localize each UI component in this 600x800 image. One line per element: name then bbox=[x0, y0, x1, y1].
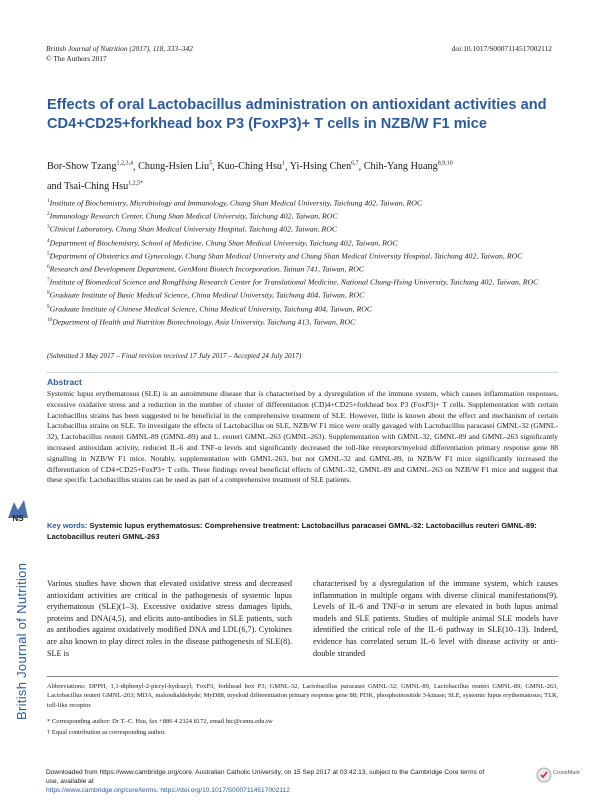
abstract-heading: Abstract bbox=[47, 377, 82, 387]
author: Chih-Yang Huang$^{8,9,10}$ bbox=[363, 161, 453, 173]
affiliation: $^9$Graduate Institute of Chinese Medical Science, China Medical University, Taichung 404, Taiwan, ROC bbox=[47, 303, 373, 314]
affiliation: $^7$Institute of Biomedical Science and RongHsing Research Center for Translational Medicine, National Chung-Hsing University, Taichung 402, Taiwan, ROC bbox=[47, 277, 539, 287]
crossmark-label: CrossMark bbox=[553, 770, 581, 776]
keywords bbox=[47, 520, 558, 542]
author: Bor-Show Tzang$^{1,2,3,4}$ bbox=[47, 161, 133, 173]
article-title: Effects of oral Lactobacillus administration on antioxidant activities and CD4+CD25+forkhead box P3 (FoxP3)+ T cells in NZB/W F1 mice bbox=[47, 97, 547, 132]
download-notice bbox=[46, 768, 496, 796]
doi: doi:10.1017/S0007114517002112 bbox=[451, 44, 552, 53]
footnote-divider bbox=[47, 676, 558, 677]
corresponding-author: * Corresponding author: Dr T.-C. Hsu, fax +886 4 2324 8172, email htc@csmu.edu.tw bbox=[47, 718, 273, 725]
body-column-right: characterised by a dysregulation of the immune system, which causes inflammation in multiple organs with diverse clinical manifestations(9). Levels of IL-6 and TNF-α in serum are elevated in both lupus animal models and SLE patients. Studies of multiple animal SLE models have identified the critical role of the IL-6 pathway in SLE(10–13). Indeed, evidence has correlated serum IL-6 level with disease activity or anti-double stranded bbox=[313, 579, 558, 658]
keywords-text: Systemic lupus erythematosus: Comprehensive treatment: Lactobacillus paracasei GMNL-32: Lactobacillus reuteri GMNL-89: Lactobacillus reuteri GMNL-263 bbox=[47, 521, 537, 541]
body-column-left: Various studies have shown that elevated oxidative stress and decreased antioxidant activities are critical in the pathogenesis of systemic lupus erythematosus (SLE)(1–3). Excessive oxidative stress damages lipids, proteins and DNA(4,5), and elicits auto-antibodies in SLE patients, such as antibodies against oxidatively modified DNA and LDL(6,7). Cytokines are also known to play direct roles in the disease pathogenesis of SLE(8). SLE is bbox=[47, 579, 292, 658]
affiliation: $^4$Department of Biochemistry, School of Medicine, Chung Shan Medical University, Taichung 402, Taiwan, ROC bbox=[47, 237, 398, 248]
journal-sidebar bbox=[4, 300, 32, 720]
crossmark-badge[interactable] bbox=[536, 767, 586, 783]
author-list: Bor-Show Tzang$^{1,2,3,4}$, Chung-Hsien Liu$^5$, Kuo-Ching Hsu$^1$, Yi-Hsing Chen$^{6,7}$, Chih-Yang Huang$^{8,9,10}$ and Tsai-Ching Hsu$^{1,2,5*}$ bbox=[47, 161, 453, 192]
affiliation: $^1$Institute of Biochemistry, Microbiology and Immunology, Chung Shan Medical University, Taichung 402, Taiwan, ROC bbox=[47, 198, 423, 208]
copyright-line: © The Authors 2017 bbox=[46, 54, 107, 63]
journal-line: British Journal of Nutrition (2017), 118, 333–342 bbox=[46, 44, 193, 53]
submission-dates: (Submitted 3 May 2017 – Final revision received 17 July 2017 – Accepted 24 July 2017) bbox=[47, 352, 302, 360]
affiliation: $^8$Graduate Institute of Basic Medical Science, China Medical University, Taichung 404, Taiwan, ROC bbox=[47, 290, 365, 300]
affiliation: $^2$Immunology Research Center, Chung Shan Medical University, Taichung 402, Taiwan, ROC bbox=[47, 211, 338, 221]
journal-citation bbox=[46, 44, 193, 64]
keywords-label: Key words: bbox=[47, 521, 88, 530]
affiliation: $^3$Clinical Laboratory, Chung Shan Medical University Hospital, Taichung 402, Taiwan, ROC bbox=[47, 224, 338, 234]
equal-contribution-note: † Equal contribution as corresponding author. bbox=[47, 729, 166, 736]
author: Chung-Hsien Liu$^5$ bbox=[138, 161, 213, 173]
download-link[interactable]: https://www.cambridge.org/core/terms. https://doi.org/10.1017/S0007114517002112 bbox=[46, 787, 290, 795]
affiliation: $^6$Research and Development Department, GenMont Biotech Incorporation, Tainan 741, Taiwan, ROC bbox=[47, 263, 365, 274]
ns-logo-icon bbox=[4, 496, 32, 524]
abbreviations: Abbreviations: DPPH, 1,1-diphenyl-2-picryl-hydrazyl; FoxP3, forkhead box P3; GMNL-32, Lactobacillus paracasei GMNL-32; GMNL-89, Lactobacillus reuteri GMNL-89; GMNL-263, Lactobacillus reuteri GMNL-263; MDA, malondialdehyde; MyD88, myeloid differentiation primary response gene 88; PI3K, phosphoinositide 3-kinase; SLE, systemic lupus erythematosus; TLR, toll-like receptor. bbox=[47, 683, 558, 709]
abstract-text: Systemic lupus erythematosus (SLE) is an autoimmune disease that is characterised by a dysregulation of the immune system, which causes inflammation responses, excessive oxidative stress and a reduction in the number of cluster of differentiation (CD)4+CD25+forkhead box P3 (FoxP3)+ T cells. Supplementation with certain Lactobacillus strains has been suggested to be beneficial in the comprehensive treatment of SLE. However, little is known about the effect and mechanism of certain Lactobacillus strains on SLE. To investigate the effects of Lactobacillus on SLE, NZB/W F1 mice were orally gavaged with Lactobacillus paracasei GMNL-32 (GMNL-32), Lactobacillus reuteri GMNL-89 (GMNL-89) and L. reuteri GMNL-263 (GMNL-263). Supplementation with GMNL-32, GMNL-89 and GMNL-263 significantly increased antioxidant activity, reduced IL-6 and TNF-α levels and significantly decreased the toll-like receptors/myeloid differentiation primary response gene 88 signalling in NZB/W F1 mice. Notably, supplementation with GMNL-263, but not GMNL-32 and GMNL-89, in NZB/W F1 mice significantly increased the differentiation of CD4+CD25+FoxP3+ T cells. These findings reveal beneficial effects of GMNL-32, GMNL-89 and GMNL-263 on NZB/W F1 mice and suggest that these specific Lactobacillus strains can be used as part of a comprehensive treatment of SLE patients. bbox=[47, 389, 558, 485]
svg-text:NS: NS bbox=[12, 514, 24, 523]
author: Yi-Hsing Chen$^{6,7}$ bbox=[289, 161, 359, 173]
download-line: Downloaded from https://www.cambridge.org/core. Australian Catholic University, on 15 Sep 2017 at 03:42:13, subject to the Cambridge Core terms of use, available at bbox=[46, 769, 485, 786]
affiliation: $^5$Department of Obstetrics and Gynecology, Chung Shan Medical University and Chung Shan Medical University Hospital, Taichung 402, Taiwan, ROC bbox=[47, 250, 523, 261]
affiliation: $^{10}$Department of Health and Nutrition Biotechnology, Asia University, Taichung 413, Taiwan, ROC bbox=[47, 316, 356, 327]
crossmark-icon bbox=[536, 767, 552, 783]
journal-sidebar-title: British Journal of Nutrition bbox=[14, 562, 29, 720]
affiliation-list bbox=[47, 196, 562, 328]
author: Kuo-Ching Hsu$^1$ bbox=[217, 161, 286, 173]
author: and Tsai-Ching Hsu$^{1,2,5*}$ bbox=[47, 180, 144, 192]
